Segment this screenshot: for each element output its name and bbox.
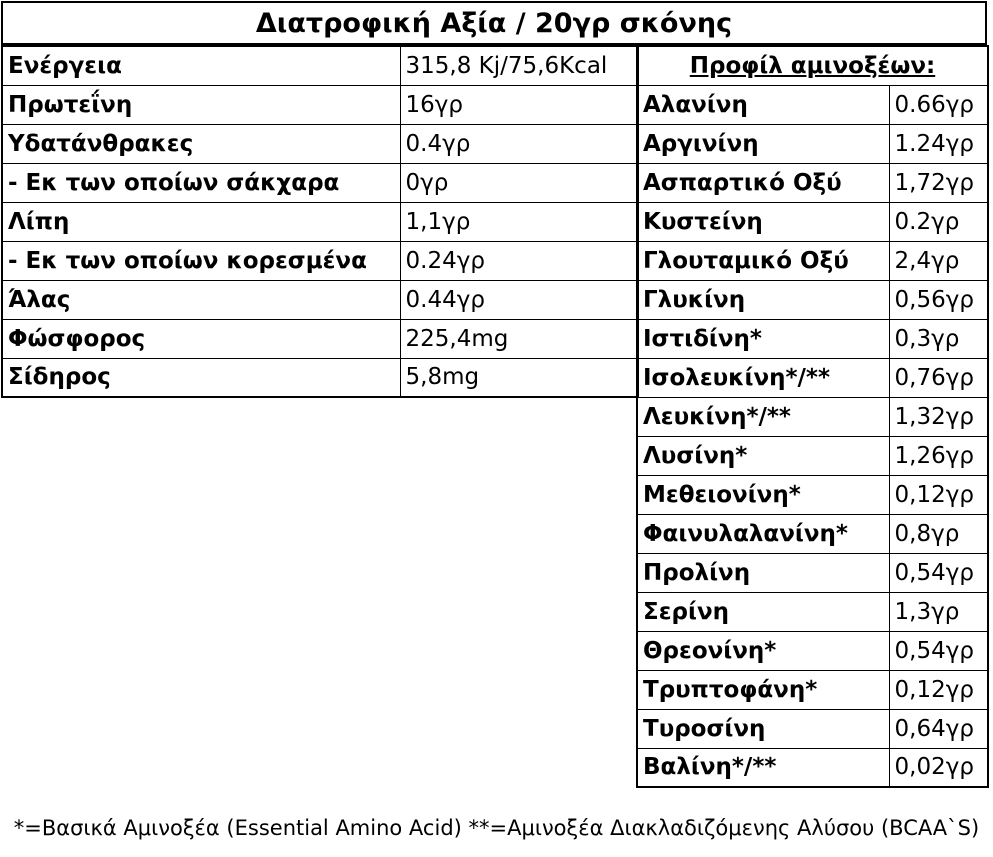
amino-value: 2,4γρ (889, 241, 988, 280)
table-row (637, 709, 988, 748)
amino-value: 0,3γρ (889, 319, 988, 358)
amino-label: Λυσίνη* (637, 436, 889, 475)
nutrient-value: 315,8 Kj/75,6Kcal (400, 46, 638, 85)
table-row (637, 202, 988, 241)
amino-label: Ασπαρτικό Οξύ (637, 163, 889, 202)
table-row (2, 46, 638, 85)
amino-acid-table (636, 45, 989, 788)
table-row (637, 85, 988, 124)
amino-label: Λευκίνη*/** (637, 397, 889, 436)
nutrition-table (1, 45, 639, 398)
amino-label: Γλουταμικό Οξύ (637, 241, 889, 280)
amino-label: Αλανίνη (637, 85, 889, 124)
amino-label: Γλυκίνη (637, 280, 889, 319)
table-row (637, 748, 988, 787)
nutrient-value: 225,4mg (400, 319, 638, 358)
nutrient-label: Πρωτεΐνη (2, 85, 400, 124)
table-row (2, 358, 638, 397)
nutrient-value: 0γρ (400, 163, 638, 202)
amino-value: 0,64γρ (889, 709, 988, 748)
amino-value: 0,76γρ (889, 358, 988, 397)
amino-label: Σερίνη (637, 592, 889, 631)
nutrient-label: Άλας (2, 280, 400, 319)
nutrient-value: 1,1γρ (400, 202, 638, 241)
nutrient-value: 5,8mg (400, 358, 638, 397)
amino-value: 1,3γρ (889, 592, 988, 631)
nutrient-value: 0.24γρ (400, 241, 638, 280)
nutrient-label: Ενέργεια (2, 46, 400, 85)
amino-label: Φαινυλαλανίνη* (637, 514, 889, 553)
table-row (637, 163, 988, 202)
table-row (2, 241, 638, 280)
amino-value: 0,02γρ (889, 748, 988, 787)
nutrient-label: Σίδηρος (2, 358, 400, 397)
table-row (637, 631, 988, 670)
table-row (2, 85, 638, 124)
amino-label: Θρεονίνη* (637, 631, 889, 670)
amino-value: 0,54γρ (889, 631, 988, 670)
amino-value: 1,32γρ (889, 397, 988, 436)
amino-value: 0,12γρ (889, 670, 988, 709)
table-row (637, 280, 988, 319)
amino-value: 1.24γρ (889, 124, 988, 163)
table-row (2, 124, 638, 163)
nutrient-value: 16γρ (400, 85, 638, 124)
amino-label: Αργινίνη (637, 124, 889, 163)
table-row (2, 202, 638, 241)
table-row (637, 514, 988, 553)
nutrient-label: - Εκ των οποίων κορεσμένα (2, 241, 400, 280)
table-row (637, 670, 988, 709)
amino-label: Προλίνη (637, 553, 889, 592)
amino-value: 0,12γρ (889, 475, 988, 514)
nutrient-label: - Εκ των οποίων σάκχαρα (2, 163, 400, 202)
table-row (637, 124, 988, 163)
amino-value: 1,72γρ (889, 163, 988, 202)
amino-value: 0,54γρ (889, 553, 988, 592)
table-row (2, 319, 638, 358)
table-row (637, 319, 988, 358)
amino-label: Ιστιδίνη* (637, 319, 889, 358)
table-row (637, 592, 988, 631)
table-row (637, 475, 988, 514)
table-row (637, 397, 988, 436)
table-row (637, 358, 988, 397)
table-row (2, 163, 638, 202)
nutrient-label: Φώσφορος (2, 319, 400, 358)
amino-label: Τυροσίνη (637, 709, 889, 748)
nutrient-value: 0.44γρ (400, 280, 638, 319)
amino-value: 0.66γρ (889, 85, 988, 124)
table-row (2, 280, 638, 319)
amino-label: Τρυπτοφάνη* (637, 670, 889, 709)
nutrient-label: Υδατάνθρακες (2, 124, 400, 163)
amino-value: 0,8γρ (889, 514, 988, 553)
amino-profile-header: Προφίλ αμινοξέων: (637, 46, 988, 85)
amino-label: Ισολευκίνη*/** (637, 358, 889, 397)
table-row (637, 436, 988, 475)
amino-value: 1,26γρ (889, 436, 988, 475)
amino-label: Βαλίνη*/** (637, 748, 889, 787)
nutrient-label: Λίπη (2, 202, 400, 241)
amino-label: Κυστείνη (637, 202, 889, 241)
footnote: *=Βασικά Αμινοξέα (Essential Amino Acid) **=Αμινοξέα Διακλαδιζόμενης Αλύσου (BCAA`S) (13, 816, 980, 840)
nutrient-value: 0.4γρ (400, 124, 638, 163)
amino-value: 0,56γρ (889, 280, 988, 319)
amino-label: Μεθειονίνη* (637, 475, 889, 514)
table-row (637, 241, 988, 280)
amino-value: 0.2γρ (889, 202, 988, 241)
amino-header-row (637, 46, 988, 85)
table-row (637, 553, 988, 592)
table-title: Διατροφική Αξία / 20γρ σκόνης (1, 1, 987, 45)
